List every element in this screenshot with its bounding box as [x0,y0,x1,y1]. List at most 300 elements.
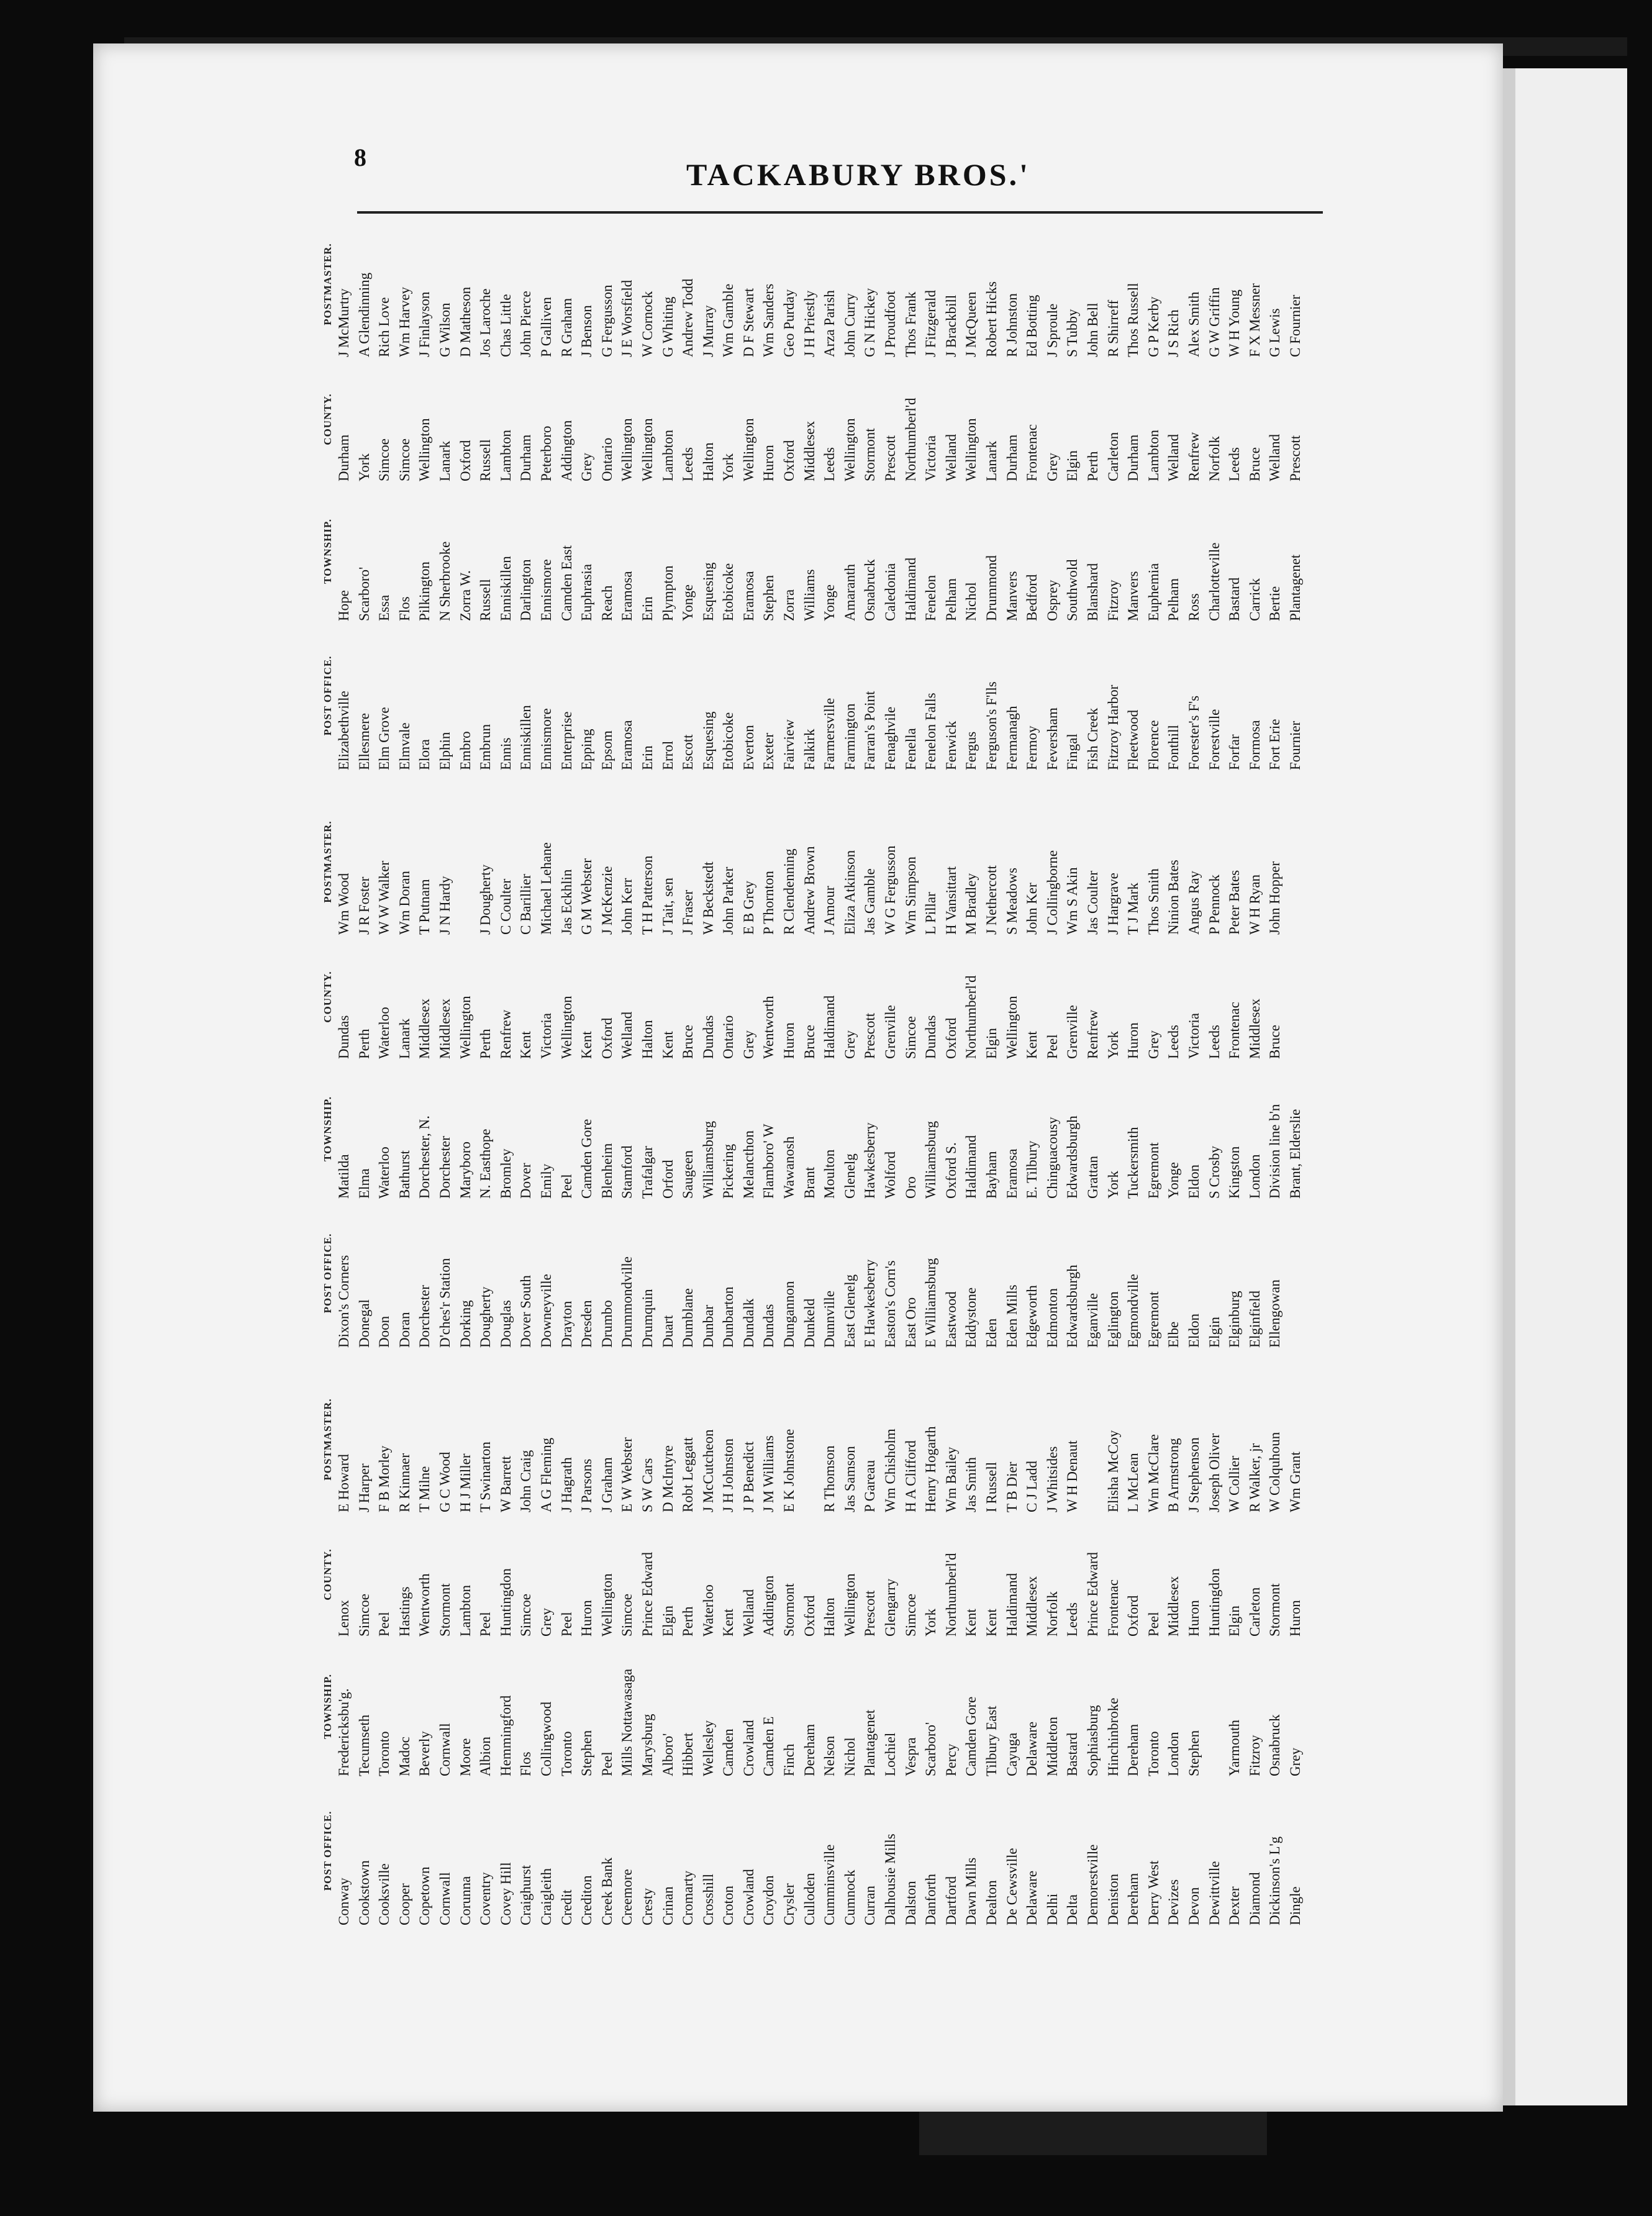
township-cell: Osprey [1044,579,1060,621]
postmaster-cell: J Graham [599,1457,615,1512]
county-cell: Addington [558,420,574,481]
township-cell: Bayham [984,1151,999,1199]
county-cell: Kent [660,1031,676,1059]
postmaster-cell: H Vansittart [943,866,959,935]
township-cell: Hibbert [680,1732,696,1776]
table-row [982,1366,1002,1925]
post-office-cell: Egmondville [1125,1274,1141,1348]
township-cell: Maryboro [457,1142,473,1199]
township-cell: Williamsburg [700,1120,716,1199]
post-office-cell: Craigleith [538,1868,554,1925]
table-row [699,789,719,1348]
table-row [820,1366,840,1925]
postmaster-cell: G Whiting [660,296,676,357]
postmaster-cell: W H Ryan [1246,874,1263,935]
township-cell: Peel [599,1751,615,1776]
township-cell: Scarboro' [356,566,372,621]
postmaster-cell: Thos Smith [1145,868,1161,935]
township-cell: Pelham [1166,578,1182,621]
county-cell: Elgin [1064,450,1081,481]
table-row [1123,1366,1144,1925]
township-cell: Matilda [336,1154,352,1199]
county-cell: Middlesex [801,420,817,481]
township-cell: London [1166,1732,1182,1776]
township-cell: Nichol [842,1737,858,1776]
post-office-cell: Drumbo [599,1300,615,1348]
county-cell: Grenville [1064,1005,1081,1059]
post-office-cell: Crysler [781,1883,797,1925]
post-office-cell: Forfar [1227,734,1243,770]
township-cell: Percy [943,1743,959,1776]
table-row [1002,789,1023,1348]
township-cell: Scarboro' [923,1722,939,1776]
township-cell: Camden Gore [963,1696,979,1776]
township-cell: Toronto [376,1731,393,1776]
table-row [1286,1366,1306,1925]
township-cell: E. Tilbury [1024,1140,1040,1199]
township-cell: Caledonia [883,563,899,621]
postmaster-cell: Eliza Atkinson [842,850,858,935]
township-cell: Orford [660,1160,676,1199]
post-office-cell: Elginburg [1227,1291,1243,1348]
table-row [961,211,982,770]
directory-column [304,789,1303,1348]
township-cell: Vespra [902,1737,919,1776]
postmaster-cell: J R Foster [356,876,372,935]
county-cell: Huron [1125,1022,1141,1059]
township-cell: Saugeen [680,1150,696,1199]
township-cell: Reach [599,585,615,621]
township-cell: Dorchester [437,1136,453,1199]
township-cell: London [1246,1154,1263,1199]
post-office-cell: Dunbar [700,1305,716,1348]
township-cell: Stephen [761,574,777,621]
post-office-cell: Florence [1145,720,1161,770]
postmaster-cell: Geo Purday [781,289,797,357]
county-cell: Wellington [842,1573,858,1637]
postmaster-cell: G M Webster [579,858,595,935]
table-row [374,1366,395,1925]
county-cell: Lambton [497,429,514,481]
table-row [942,211,962,770]
postmaster-cell: T Putnam [417,879,433,935]
post-office-cell: Duart [660,1315,676,1348]
post-office-cell: Cumminsville [822,1844,838,1925]
post-office-cell: Crosshill [700,1873,716,1925]
table-row [678,789,699,1348]
postmaster-cell: D F Stewart [740,288,756,357]
table-row [638,211,658,770]
table-row [1286,789,1306,1348]
postmaster-cell: S Tubby [1064,309,1081,357]
county-cell: Frontenac [1227,1002,1243,1059]
county-cell: Lambton [457,1584,473,1637]
table-row [1104,789,1124,1348]
table-row [1022,211,1043,770]
township-cell: York [1105,1171,1121,1199]
township-cell: Glenelg [842,1153,858,1199]
county-cell: Waterloo [376,1007,393,1059]
postmaster-cell: J Hargrave [1105,873,1121,935]
table-row [1083,1366,1104,1925]
county-cell: York [356,453,372,481]
table-row [800,1366,820,1925]
post-office-cell: Fournier [1287,720,1303,770]
county-cell: Wellington [740,418,756,481]
postmaster-cell: J H Priestly [801,290,817,357]
postmaster-cell: Wm Doran [396,871,412,935]
county-cell: Huntingdon [1206,1568,1222,1637]
postmaster-cell: T Swinarton [478,1442,494,1512]
post-office-cell [1286,1199,1306,1348]
postmaster-cell: J McKenzie [599,866,615,935]
table-row [617,789,638,1348]
postmaster-cell: R Johnston [1004,293,1020,357]
table-row [516,211,537,770]
township-cell: Carrick [1246,578,1263,621]
county-cell: York [720,453,737,481]
county-cell: Dundas [923,1015,939,1059]
postmaster-cell: Chas Little [497,294,514,357]
table-row [658,789,679,1348]
township-cell: Osnabruck [1267,1714,1283,1776]
post-office-cell: Ellesmere [356,713,372,770]
township-cell: Pilkington [417,561,433,621]
postmaster-cell: R Shirreff [1105,299,1121,357]
county-cell: Renfrew [1186,432,1202,481]
county-cell: Prescott [862,1590,878,1637]
post-office-header: POST OFFICE. [322,1233,334,1314]
county-cell: Renfrew [497,1009,514,1059]
county-cell: Frontenac [1105,1579,1121,1637]
postmaster-cell: J H Johnston [720,1438,737,1512]
post-office-cell: Cornwall [437,1872,453,1925]
postmaster-cell: John Pierce [518,291,534,357]
county-cell: Peel [1044,1034,1060,1059]
township-cell: Williamsburg [923,1120,939,1199]
county-cell: Leeds [680,447,696,481]
postmaster-cell: John Bell [1084,302,1101,357]
county-cell: Haldimand [1004,1573,1020,1637]
postmaster-cell: J McQueen [963,291,979,357]
post-office-cell: Fenelon Falls [923,692,939,770]
table-row [1123,211,1144,770]
postmaster-cell: R Kinnaer [396,1453,412,1512]
township-cell: Dereham [1125,1723,1141,1776]
table-row [1043,789,1063,1348]
postmaster-header: POSTMASTER. [322,243,334,325]
post-office-cell: Curran [862,1886,878,1925]
township-cell: Hemmingford [497,1695,514,1776]
table-row [881,789,901,1348]
postmaster-cell [1083,1366,1104,1512]
table-row [1002,1366,1023,1925]
table-row [638,789,658,1348]
county-cell: Middlesex [417,998,433,1059]
county-cell: Durham [336,434,352,481]
county-cell: Grey [842,1030,858,1059]
table-row [1164,1366,1184,1925]
post-office-cell: Dixon's Corners [336,1255,352,1348]
table-row [1144,789,1164,1348]
county-cell: Wellington [417,418,433,481]
township-cell: Moulton [822,1149,838,1199]
township-cell: N Sherbrooke [437,541,453,621]
table-row [1164,211,1184,770]
township-cell: Euphemia [1145,563,1161,621]
table-row [1184,211,1205,770]
county-cell: Grenville [883,1005,899,1059]
county-cell: Wellington [599,1573,615,1637]
postmaster-cell: W H Denaut [1064,1440,1081,1512]
postmaster-cell: Ed Botting [1024,294,1040,357]
township-cell: Zorra W. [457,570,473,621]
table-row [435,789,456,1348]
table-row [577,789,597,1348]
table-row [921,211,942,770]
post-office-cell: Fenwick [943,720,959,770]
township-cell: Manvers [1004,571,1020,621]
table-row [334,211,355,770]
township-cell: Stephen [1186,1730,1202,1776]
table-row [699,211,719,770]
table-row [1245,789,1266,1348]
post-office-cell: Dunnville [822,1291,838,1348]
township-cell: Madoc [396,1737,412,1776]
county-cell: Wentworth [761,996,777,1059]
county-cell: Oxford [801,1595,817,1637]
county-cell: Dundas [336,1015,352,1059]
postmaster-cell: R Graham [558,297,574,357]
post-office-cell: Dunkeld [801,1298,817,1348]
post-office-cell: Demorestville [1084,1844,1101,1925]
postmaster-cell: D McIntyre [660,1445,676,1512]
postmaster-cell: W H Young [1227,289,1243,357]
postmaster-cell: Andrew Todd [680,278,696,357]
post-office-cell: Crowland [740,1869,756,1925]
table-row [1104,211,1124,770]
directory-column [304,1366,1303,1925]
county-cell: Bruce [1246,447,1263,481]
county-cell: Peel [1145,1612,1161,1637]
county-cell: Huron [761,445,777,481]
postmaster-cell: J Collingborne [1044,850,1060,935]
postmaster-cell: John Curry [842,293,858,357]
post-office-cell: Dealton [984,1880,999,1925]
table-row [1184,1366,1205,1925]
post-office-cell: Enniskillen [518,705,534,770]
table-row [1164,789,1184,1348]
post-office-cell: Elphin [437,732,453,770]
township-cell: Russell [478,579,494,621]
post-office-cell: Donegal [356,1299,372,1348]
county-cell: Elgin [660,1605,676,1637]
postmaster-cell: Wm Gamble [720,283,737,357]
table-row [678,211,699,770]
township-cell: Albion [478,1737,494,1776]
postmaster-cell: Jas Eckhlin [558,869,574,935]
postmaster-cell: G Wilson [437,302,453,357]
table-row [1002,211,1023,770]
county-cell: Ontario [599,437,615,481]
post-office-cell: Deniston [1105,1873,1121,1925]
post-office-cell: Edwardsburgh [1064,1265,1081,1348]
county-cell: Grey [579,453,595,481]
table-row [1043,1366,1063,1925]
township-cell: Division line b'n [1267,1104,1283,1199]
county-cell: Victoria [1186,1013,1202,1059]
table-row [355,211,375,770]
county-cell: Peel [478,1612,494,1637]
postmaster-cell: Ninion Bates [1166,860,1182,935]
township-cell: Osnabruck [862,559,878,621]
postmaster-cell: John Ker [1024,883,1040,935]
table-row [1265,789,1286,1348]
scan-edge-bottom [919,2112,1267,2155]
postmaster-cell: R Walker, jr [1246,1443,1263,1512]
table-row [597,1366,618,1925]
postmaster-cell: J McMurtry [336,288,352,357]
table-row [942,789,962,1348]
table-row [456,211,476,770]
county-cell: Huron [579,1600,595,1637]
postmaster-cell: J N Hardy [437,876,453,935]
township-cell [1205,1637,1225,1776]
county-cell: Bruce [1267,1025,1283,1059]
county-cell: Simcoe [376,438,393,481]
postmaster-cell: Wm Bailey [943,1446,959,1512]
table-row [537,1366,557,1925]
township-header: TOWNSHIP. [322,519,334,584]
county-cell: Leeds [822,447,838,481]
post-office-cell: Fenaghvile [883,706,899,770]
postmaster-cell: J Brackbill [943,294,959,357]
township-cell: Tuckersmith [1125,1127,1141,1199]
post-office-cell: Conway [336,1878,352,1925]
table-row [496,211,517,770]
post-office-header: POST OFFICE. [322,1810,334,1891]
post-office-cell: E Williamsburg [923,1258,939,1348]
table-row [597,789,618,1348]
post-office-cell: Cresty [639,1887,655,1925]
table-row [961,789,982,1348]
county-cell: Prescott [1287,435,1303,481]
county-cell: Halton [639,1020,655,1059]
postmaster-cell: W Barrett [497,1456,514,1512]
postmaster-cell: H J Miller [457,1453,473,1512]
post-office-cell: Farmersville [822,697,838,770]
postmaster-cell: Jas Smith [963,1457,979,1512]
postmaster-cell: J P Benedict [740,1441,756,1512]
township-cell: Blenheim [599,1143,615,1199]
post-office-cell: Elbe [1166,1321,1182,1348]
directory-column [304,211,1303,770]
postmaster-cell: Rich Love [376,297,393,357]
county-cell: Huron [1287,1600,1303,1637]
township-cell: Oro [902,1176,919,1199]
post-office-cell: Ennis [497,737,514,770]
post-office-cell: Errol [660,740,676,770]
table-row [1225,1366,1245,1925]
township-cell: Tilbury East [984,1705,999,1776]
township-cell: Ennismore [538,559,554,621]
table-row [759,789,779,1348]
county-cell: Welland [1166,434,1182,481]
township-cell: N. Easthope [478,1128,494,1199]
county-cell: Lenox [336,1600,352,1637]
county-cell: Simcoe [902,1016,919,1059]
county-cell: Leeds [1227,447,1243,481]
post-office-cell: Eddystone [963,1287,979,1348]
table-row [719,1366,739,1925]
post-office-cell: Dalhousie Mills [883,1833,899,1925]
township-cell: Zorra [781,589,797,621]
post-office-cell: Epping [579,729,595,770]
table-row [921,1366,942,1925]
post-office-cell: Dundalk [740,1298,756,1348]
post-office-cell: Dalston [902,1881,919,1925]
county-cell: Wellington [558,996,574,1059]
postmaster-cell: J Hagrath [558,1457,574,1512]
township-cell: Bromley [497,1148,514,1199]
township-header: TOWNSHIP. [322,1674,334,1739]
post-office-cell: Drayton [558,1301,574,1348]
post-office-cell: Ferguson's F'lls [984,681,999,770]
county-cell: Kent [1024,1031,1040,1059]
table-row [1225,789,1245,1348]
table-row [1104,1366,1124,1925]
township-cell: Ross [1186,593,1202,621]
postmaster-cell: J E Worsfield [619,279,635,357]
township-cell: Amaranth [842,564,858,621]
county-cell: Oxford [781,440,797,481]
table-row [779,789,800,1348]
table-row [759,1366,779,1925]
postmaster-cell: J Tait, sen [660,878,676,935]
postmaster-cell: J Murray [700,305,716,357]
county-cell: Wellington [639,418,655,481]
county-cell: Peel [376,1612,393,1637]
post-office-cell: Dumblane [680,1288,696,1348]
post-office-cell: Ellengowan [1267,1279,1283,1348]
county-cell: Wellington [619,418,635,481]
county-cell: Perth [478,1029,494,1059]
county-cell: Lambton [1145,429,1161,481]
table-row [860,211,881,770]
township-cell: Kingston [1227,1146,1243,1199]
township-cell: Hope [336,590,352,621]
post-office-cell: Fitzroy Harbor [1105,684,1121,770]
township-cell: Essa [376,594,393,621]
next-page-edge [1515,68,1627,2105]
table-row [415,211,435,770]
county-cell: Welland [619,1011,635,1059]
county-cell: Durham [1125,434,1141,481]
township-cell: Yonge [680,584,696,621]
postmaster-cell: T H Patterson [639,855,655,935]
township-cell: Yarmouth [1227,1720,1243,1776]
post-office-cell: Erin [639,745,655,770]
township-cell: Marysburg [639,1714,655,1776]
postmaster-cell: Thos Russell [1125,283,1141,357]
township-cell: Cornwall [437,1723,453,1776]
postmaster-cell: S Meadows [1004,868,1020,935]
township-cell: Lochiel [883,1732,899,1776]
post-office-cell: Douglas [497,1300,514,1348]
table-row [759,211,779,770]
township-cell: Pelham [943,578,959,621]
table-row [901,211,922,770]
